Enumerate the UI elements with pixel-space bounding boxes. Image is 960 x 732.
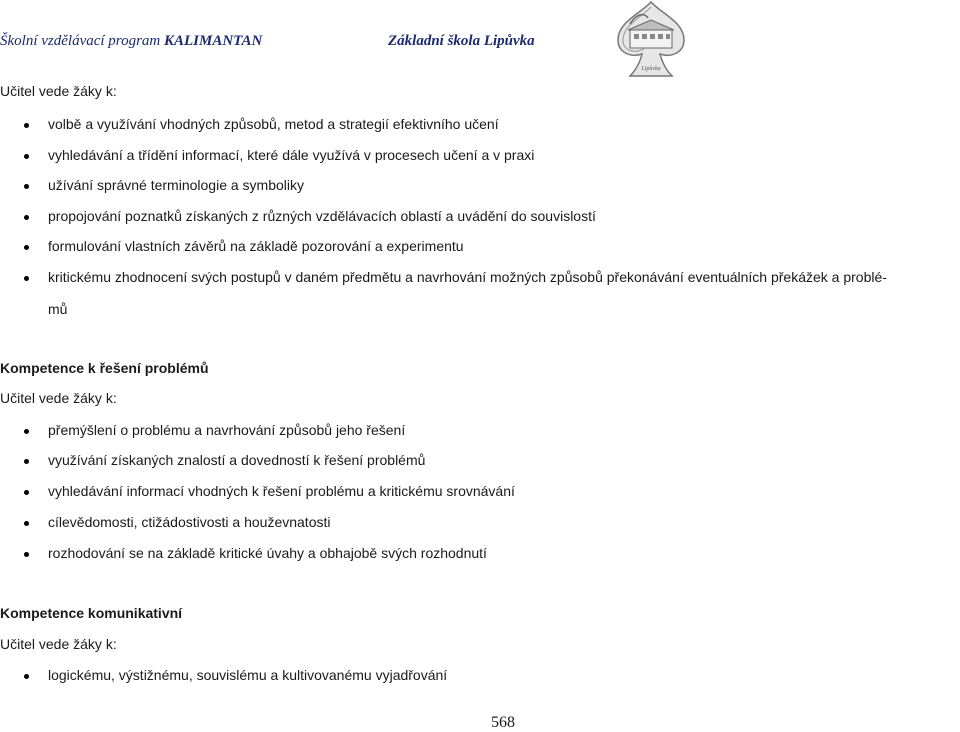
section3-intro: Učitel vede žáky k: [0,636,117,652]
header-school-name: Základní škola Lipůvka [388,33,535,49]
header-program-prefix: Školní vzdělávací program [0,33,164,49]
bullet-icon [24,552,29,557]
bullet-icon [24,215,29,220]
logo-lettering: Lipůvka [641,66,661,72]
bullet-icon [24,490,29,495]
bullet-icon [24,154,29,159]
section1-intro: Učitel vede žáky k: [0,83,117,99]
bullet-icon [24,276,29,281]
bullet-icon [24,674,29,679]
list-item-continuation: mů [48,301,68,317]
page-number: 568 [491,714,515,731]
section2-intro: Učitel vede žáky k: [0,390,117,406]
bullet-icon [24,123,29,128]
header-program-name: KALIMANTAN [164,33,263,49]
bullet-icon [24,184,29,189]
header-program-title [0,33,262,50]
section-heading-problem-solving: Kompetence k řešení problémů [0,360,209,376]
bullet-icon [24,459,29,464]
section-heading-communication: Kompetence komunikativní [0,605,183,621]
school-logo [610,0,692,80]
bullet-icon [24,521,29,526]
bullet-icon [24,429,29,434]
bullet-icon [24,245,29,250]
